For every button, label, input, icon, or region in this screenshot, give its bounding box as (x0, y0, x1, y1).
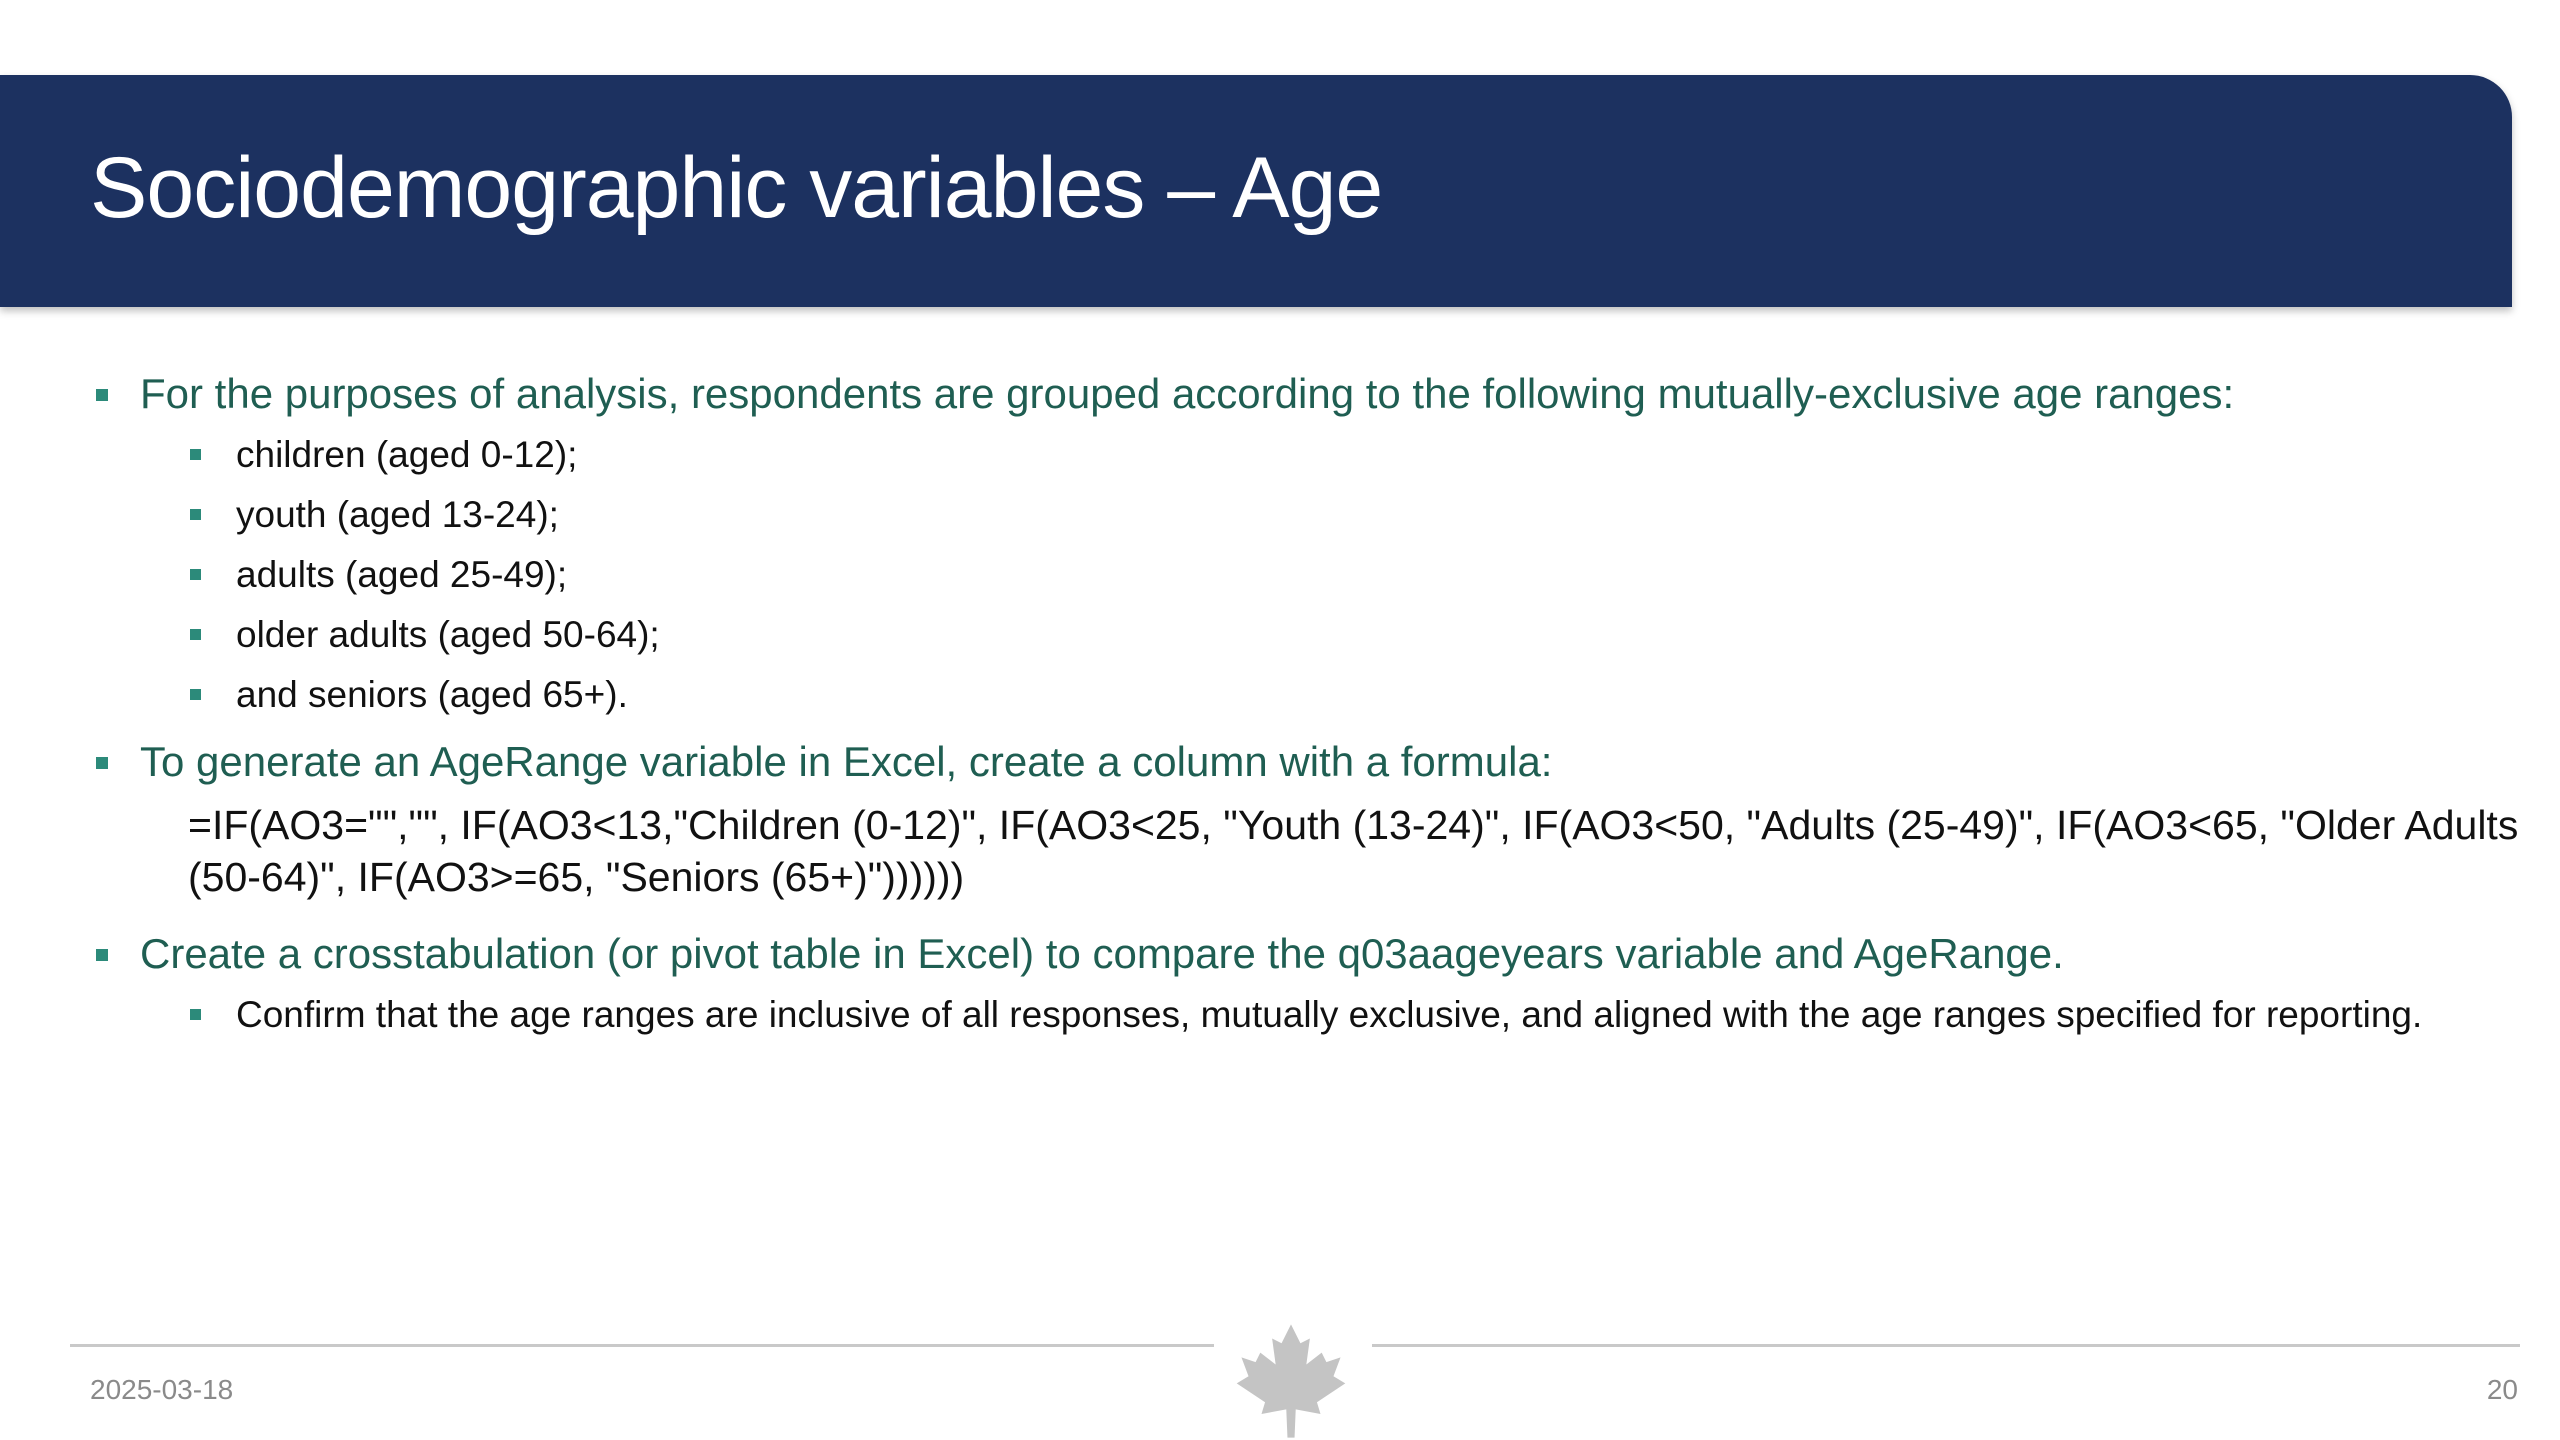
square-bullet-icon (190, 449, 201, 460)
bullet-text: For the purposes of analysis, respondents are grouped according to the following mutually-exclusive age ranges: (140, 370, 2235, 417)
footer-rule-right (1372, 1344, 2520, 1347)
list-item-text: older adults (aged 50-64); (236, 614, 660, 655)
excel-formula: =IF(AO3="","", IF(AO3<13,"Children (0-12)", IF(AO3<25, "Youth (13-24)", IF(AO3<50, "Adults (25-49)", IF(AO3<65, "Older Adults (50-64)", IF(AO3>=65, "Seniors (65+)")))))) (188, 802, 2519, 900)
list-item (90, 551, 2490, 599)
list-item (90, 671, 2490, 719)
list-item-text: adults (aged 25-49); (236, 554, 568, 595)
list-item (90, 611, 2490, 659)
square-bullet-icon (190, 689, 201, 700)
bullet-text: To generate an AgeRange variable in Excel, create a column with a formula: (140, 738, 1553, 785)
footer-date: 2025-03-18 (90, 1374, 234, 1405)
maple-leaf-icon (1232, 1322, 1350, 1440)
list-item (90, 991, 2490, 1039)
bullet-agerange-formula (90, 733, 2490, 791)
list-item-text: children (aged 0-12); (236, 434, 578, 475)
square-bullet-icon (190, 509, 201, 520)
page-number: 20 (2486, 1374, 2518, 1405)
slide-content (90, 365, 2519, 1053)
crosstab-sub-list (90, 991, 2490, 1039)
bullet-text: Create a crosstabulation (or pivot table in Excel) to compare the q03aageyears variable and AgeRange. (140, 930, 2064, 977)
age-range-list (90, 431, 2490, 719)
list-item-text: and seniors (aged 65+). (236, 674, 628, 715)
list-item (90, 431, 2490, 479)
square-bullet-icon (190, 569, 201, 580)
square-bullet-icon (96, 949, 108, 961)
square-bullet-icon (190, 1009, 201, 1020)
square-bullet-icon (96, 389, 108, 401)
list-item (90, 491, 2490, 539)
slide-title: Sociodemographic variables – Age (90, 140, 1383, 236)
list-item-text: Confirm that the age ranges are inclusive of all responses, mutually exclusive, and aligned with the age ranges specified for reporting. (236, 994, 2423, 1035)
footer-rule-left (70, 1344, 1214, 1347)
square-bullet-icon (190, 629, 201, 640)
bullet-crosstabulation (90, 925, 2490, 983)
bullet-age-ranges (90, 365, 2490, 423)
square-bullet-icon (96, 757, 108, 769)
list-item-text: youth (aged 13-24); (236, 494, 559, 535)
